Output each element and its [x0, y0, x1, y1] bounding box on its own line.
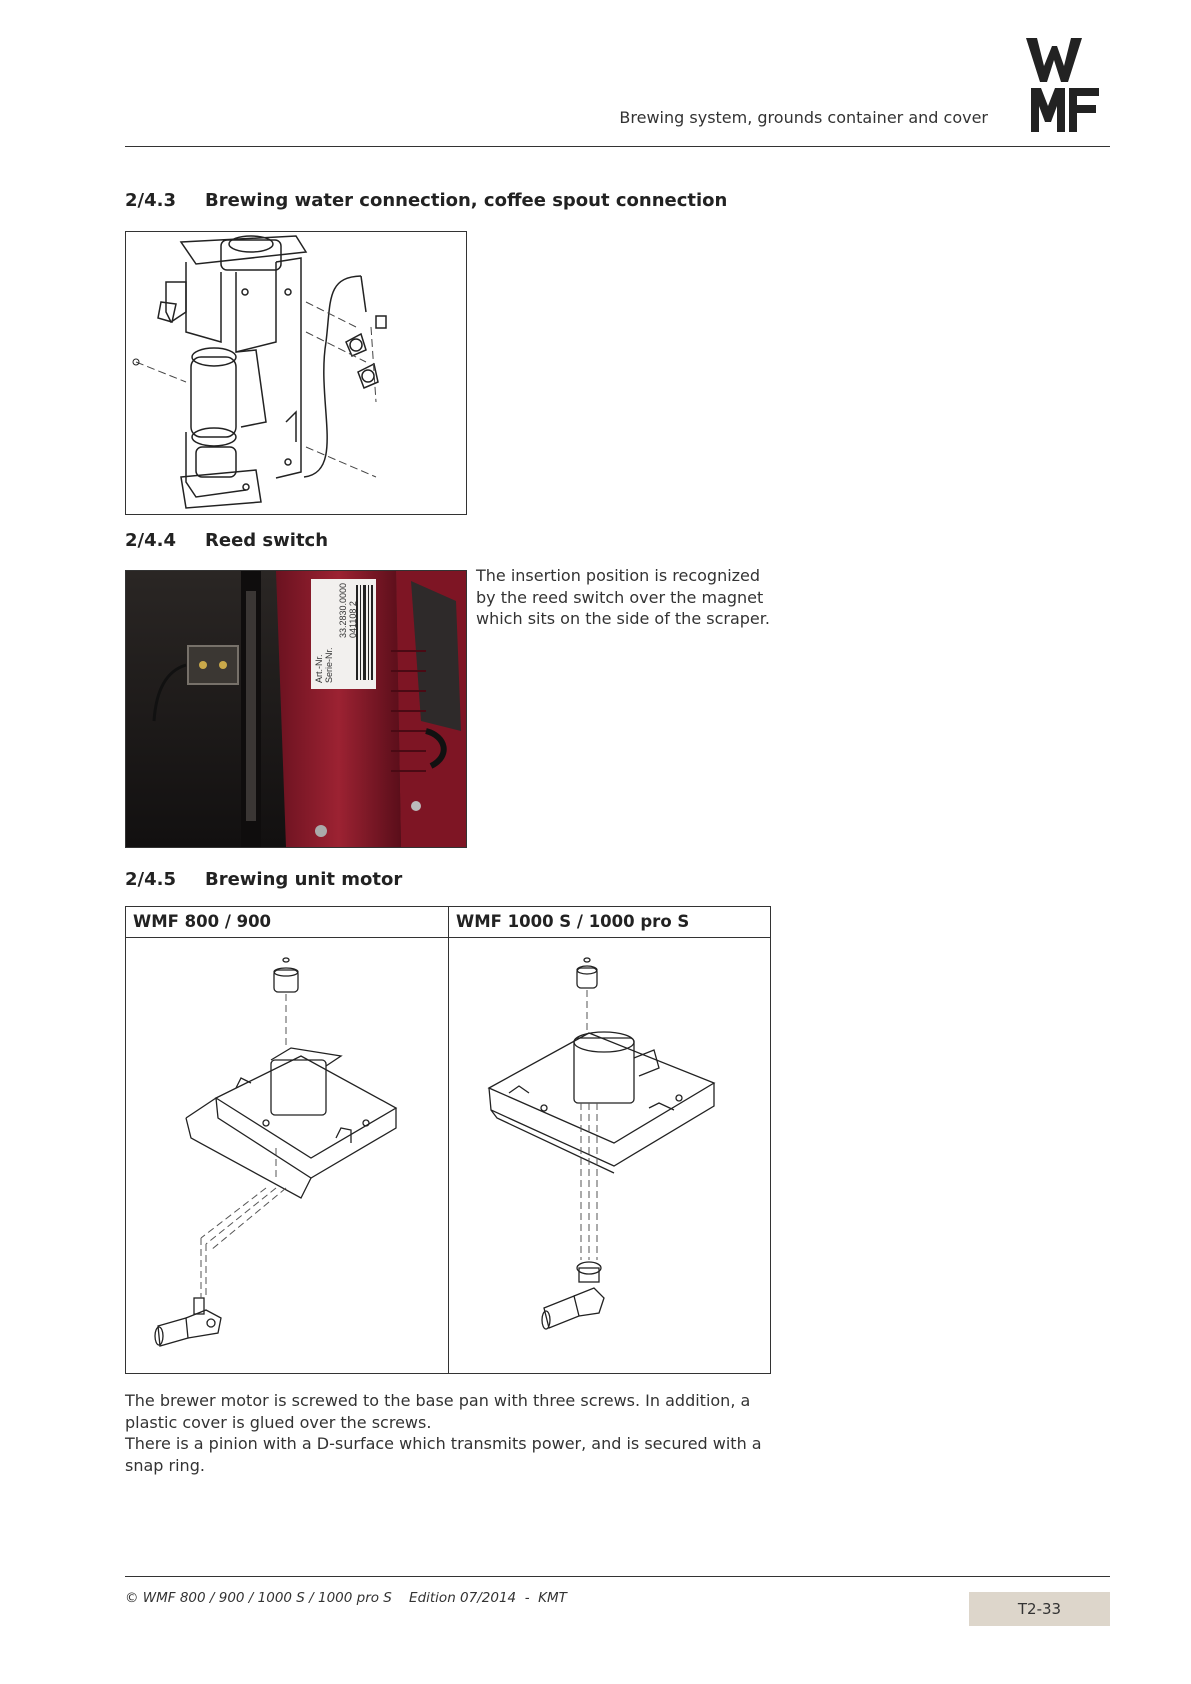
section-number: 2/4.3: [125, 190, 176, 211]
wmf-800-900-motor-drawing: [126, 938, 448, 1372]
section-heading-2-4-5: [125, 869, 402, 890]
header-title: Brewing system, grounds container and cover: [619, 108, 988, 127]
reed-switch-description: The insertion position is recognized by the reed switch over the magnet which sits on the side of the scraper.: [476, 566, 770, 628]
label-serie-nr: Serie-Nr.: [324, 647, 334, 683]
section-number: 2/4.4: [125, 530, 176, 551]
motor-description-2: There is a pinion with a D-surface which transmits power, and is secured with a snap ring.: [125, 1434, 762, 1475]
section-title: Brewing unit motor: [205, 869, 403, 890]
footer-copyright: © WMF 800 / 900 / 1000 S / 1000 pro S Edition 07/2014 - KMT: [125, 1590, 567, 1606]
label-code-1: 33.2830.0000: [338, 582, 348, 638]
table-header-wmf-1000: WMF 1000 S / 1000 pro S: [449, 907, 770, 938]
footer-divider: [125, 1576, 1110, 1577]
label-code-2: 041108 2: [348, 601, 358, 638]
wmf-1000-motor-drawing: [449, 938, 770, 1372]
exploded-view-drawing: [126, 232, 466, 514]
motor-description-1: The brewer motor is screwed to the base pan with three screws. In addition, a plastic cover is glued over the screws.: [125, 1391, 751, 1432]
reed-switch-photo: [125, 570, 467, 848]
label-art-nr: Art.-Nr.: [314, 654, 324, 683]
wmf-logo: [1026, 38, 1100, 132]
table-header-wmf-800-900: WMF 800 / 900: [126, 907, 448, 938]
section-title: Brewing water connection, coffee spout connection: [205, 190, 728, 211]
section-heading-2-4-3: [125, 190, 727, 211]
section-title: Reed switch: [205, 530, 329, 551]
section-heading-2-4-4: [125, 530, 328, 551]
page-number: T2-33: [969, 1592, 1110, 1626]
section-number: 2/4.5: [125, 869, 176, 890]
motor-comparison-table: [125, 906, 771, 1374]
brewing-water-connection-figure: [125, 231, 467, 515]
header-divider: [125, 146, 1110, 147]
